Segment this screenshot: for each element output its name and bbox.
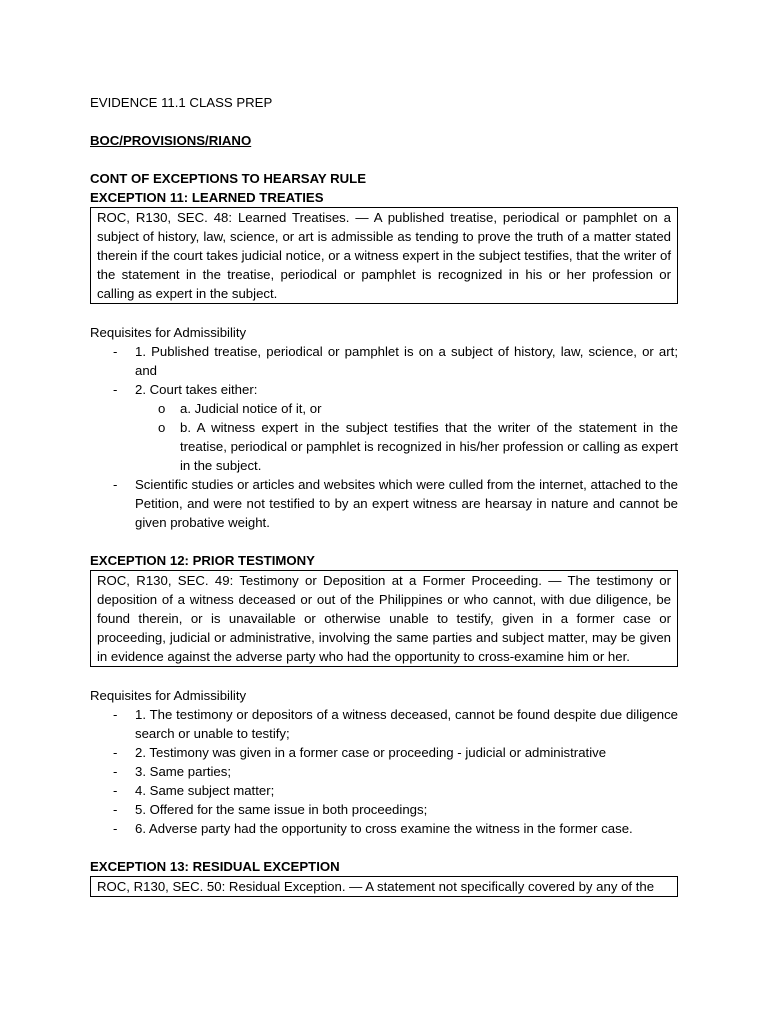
list-item: - 2. Court takes either:	[90, 380, 678, 399]
list-item: - 1. Published treatise, periodical or pamphlet is on a subject of history, law, science, or art; and	[90, 342, 678, 380]
list-item: - Scientific studies or articles and websites which were culled from the internet, attached to the Petition, and were not testified to by an expert witness are hearsay in nature and cannot be given probative weight.	[90, 475, 678, 532]
sub-list-item: o a. Judicial notice of it, or	[90, 399, 678, 418]
doc-title: EVIDENCE 11.1 CLASS PREP	[90, 95, 273, 110]
exception-12-provision: ROC, R130, SEC. 49: Testimony or Deposition at a Former Proceeding. — The testimony or deposition of a witness deceased or out of the Philippines or who cannot, with due diligence, be found therein, or is unavailable or otherwise unable to testify, given in a former case or proceeding, judicial or administrative, involving the same parties and subject matter, may be given in evidence against the adverse party who had the opportunity to cross-examine him or her.	[97, 573, 671, 664]
exception-13-provision: ROC, R130, SEC. 50: Residual Exception. — A statement not specifically covered by any of the	[97, 879, 655, 894]
list-item: - 5. Offered for the same issue in both proceedings;	[90, 800, 678, 819]
exception-11-requisites-label: Requisites for Admissibility	[90, 325, 247, 340]
document-body	[90, 93, 678, 897]
list-item: - 1. The testimony or depositors of a witness deceased, cannot be found despite due diligence search or unable to testify;	[90, 705, 678, 743]
exception-12-requisites-label: Requisites for Admissibility	[90, 688, 247, 703]
exception-11-provision-box	[90, 207, 678, 304]
section-heading: CONT OF EXCEPTIONS TO HEARSAY RULE	[90, 171, 367, 186]
doc-subtitle: BOC/PROVISIONS/RIANO	[90, 133, 252, 148]
list-item: - 3. Same parties;	[90, 762, 678, 781]
exception-12-provision-box	[90, 570, 678, 667]
sub-list-item: o b. A witness expert in the subject testifies that the writer of the statement in the treatise, periodical or pamphlet is recognized in his/her profession or calling as expert in the subject.	[90, 418, 678, 475]
exception-11-heading: EXCEPTION 11: LEARNED TREATIES	[90, 190, 324, 205]
list-item: - 4. Same subject matter;	[90, 781, 678, 800]
list-item: - 2. Testimony was given in a former case or proceeding - judicial or administrative	[90, 743, 678, 762]
exception-13-provision-box	[90, 876, 678, 897]
exception-12-heading: EXCEPTION 12: PRIOR TESTIMONY	[90, 553, 315, 568]
exception-11-provision: ROC, R130, SEC. 48: Learned Treatises. — A published treatise, periodical or pamphlet on a subject of history, law, science, or art is admissible as tending to prove the truth of a matter stated therein if the court takes judicial notice, or a witness expert in the subject testifies, that the writer of the statement in the treatise, periodical or pamphlet is recognized in his or her profession or calling as expert in the subject.	[97, 210, 671, 301]
exception-13-heading: EXCEPTION 13: RESIDUAL EXCEPTION	[90, 859, 340, 874]
list-item: - 6. Adverse party had the opportunity to cross examine the witness in the former case.	[90, 819, 678, 838]
exception-12-requisites-list	[90, 705, 678, 838]
exception-11-requisites-list	[90, 342, 678, 532]
